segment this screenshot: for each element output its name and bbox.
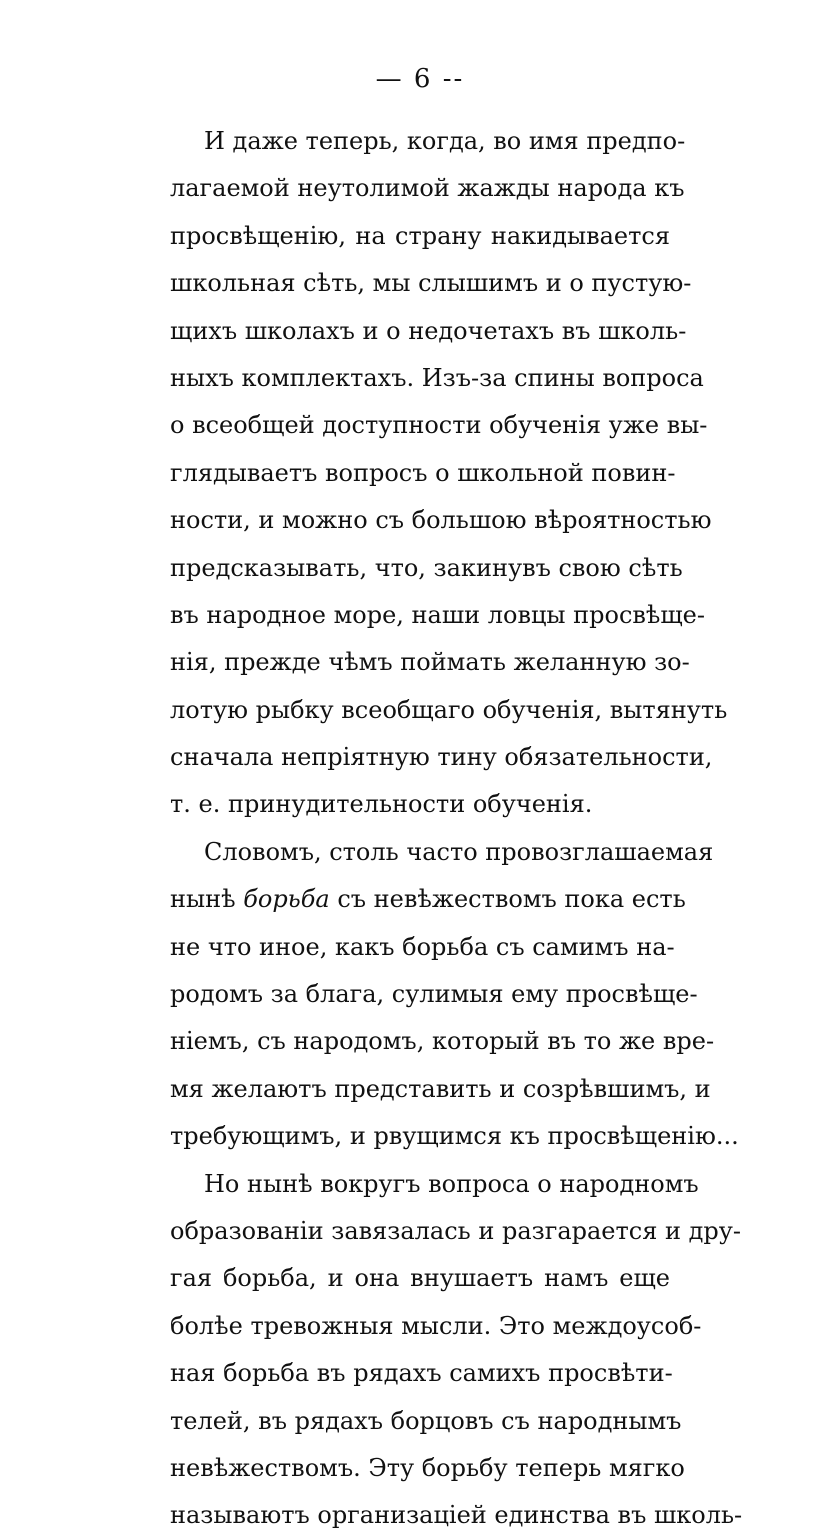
page-number: — 6 -- [375,64,465,94]
text-line: гая борьба, и она внушаетъ намъ еще [170,1264,670,1293]
text-line: въ народное море, наши ловцы просвѣще- [170,600,705,629]
text-fragment: съ невѣжествомъ пока есть [337,885,686,914]
text-line: требующимъ, и рвущимся къ просвѣщенію... [170,1122,739,1151]
text-line: сначала непріятную тину обязательности, [170,743,713,772]
text-line: родомъ за блага, сулимыя ему просвѣще- [170,980,698,1009]
text-line: называютъ организаціей единства въ школь- [170,1501,743,1530]
text-line: ныхъ комплектахъ. Изъ-за спины вопроса [170,363,704,392]
text-line: нія, прежде чѣмъ поймать желанную зо- [170,648,690,677]
text-line: образованіи завязалась и разгарается и дру- [170,1216,741,1245]
text-line: ности, и можно съ большою вѣроятностью [170,506,712,535]
text-line: И даже теперь, когда, во имя предпо- [204,127,686,155]
text-line: Но нынѣ вокругъ вопроса о народномъ [204,1169,699,1198]
text-line: о всеобщей доступности обученія уже вы- [170,411,708,440]
text-line: мя желаютъ представить и созрѣвшимъ, и [170,1074,711,1103]
text-line: невѣжествомъ. Эту борьбу теперь мягко [170,1453,685,1482]
text-line: не что иное, какъ борьба съ самимъ на- [170,932,675,961]
text-fragment: нынѣ [170,885,236,914]
text-line: школьная сѣть, мы слышимъ и о пустую- [170,269,692,298]
text-line: Словомъ, столь часто провозглашаемая [204,837,714,866]
body-text [170,118,743,1540]
text-line: ная борьба въ рядахъ самихъ просвѣти- [170,1359,673,1388]
text-line: болѣе тревожныя мысли. Это междоусоб- [170,1311,702,1340]
text-line: телей, въ рядахъ борцовъ съ народнымъ [170,1406,682,1435]
text-line: предсказывать, что, закинувъ свою сѣть [170,553,683,582]
text-line-with-italic [170,876,686,923]
text-line: лагаемой неутолимой жажды народа къ [170,174,685,203]
text-line: щихъ школахъ и о недочетахъ въ школь- [170,316,687,345]
text-line: ніемъ, съ народомъ, который въ то же вре- [170,1027,715,1056]
text-line: глядываетъ вопросъ о школьной повин- [170,458,676,487]
text-line: просвѣщенію, на страну накидывается [170,221,670,250]
italic-emphasis: борьба [243,885,330,914]
text-line: т. е. принудительности обученія. [170,790,593,819]
text-line: лотую рыбку всеобщаго обученія, вытянуть [170,695,728,724]
